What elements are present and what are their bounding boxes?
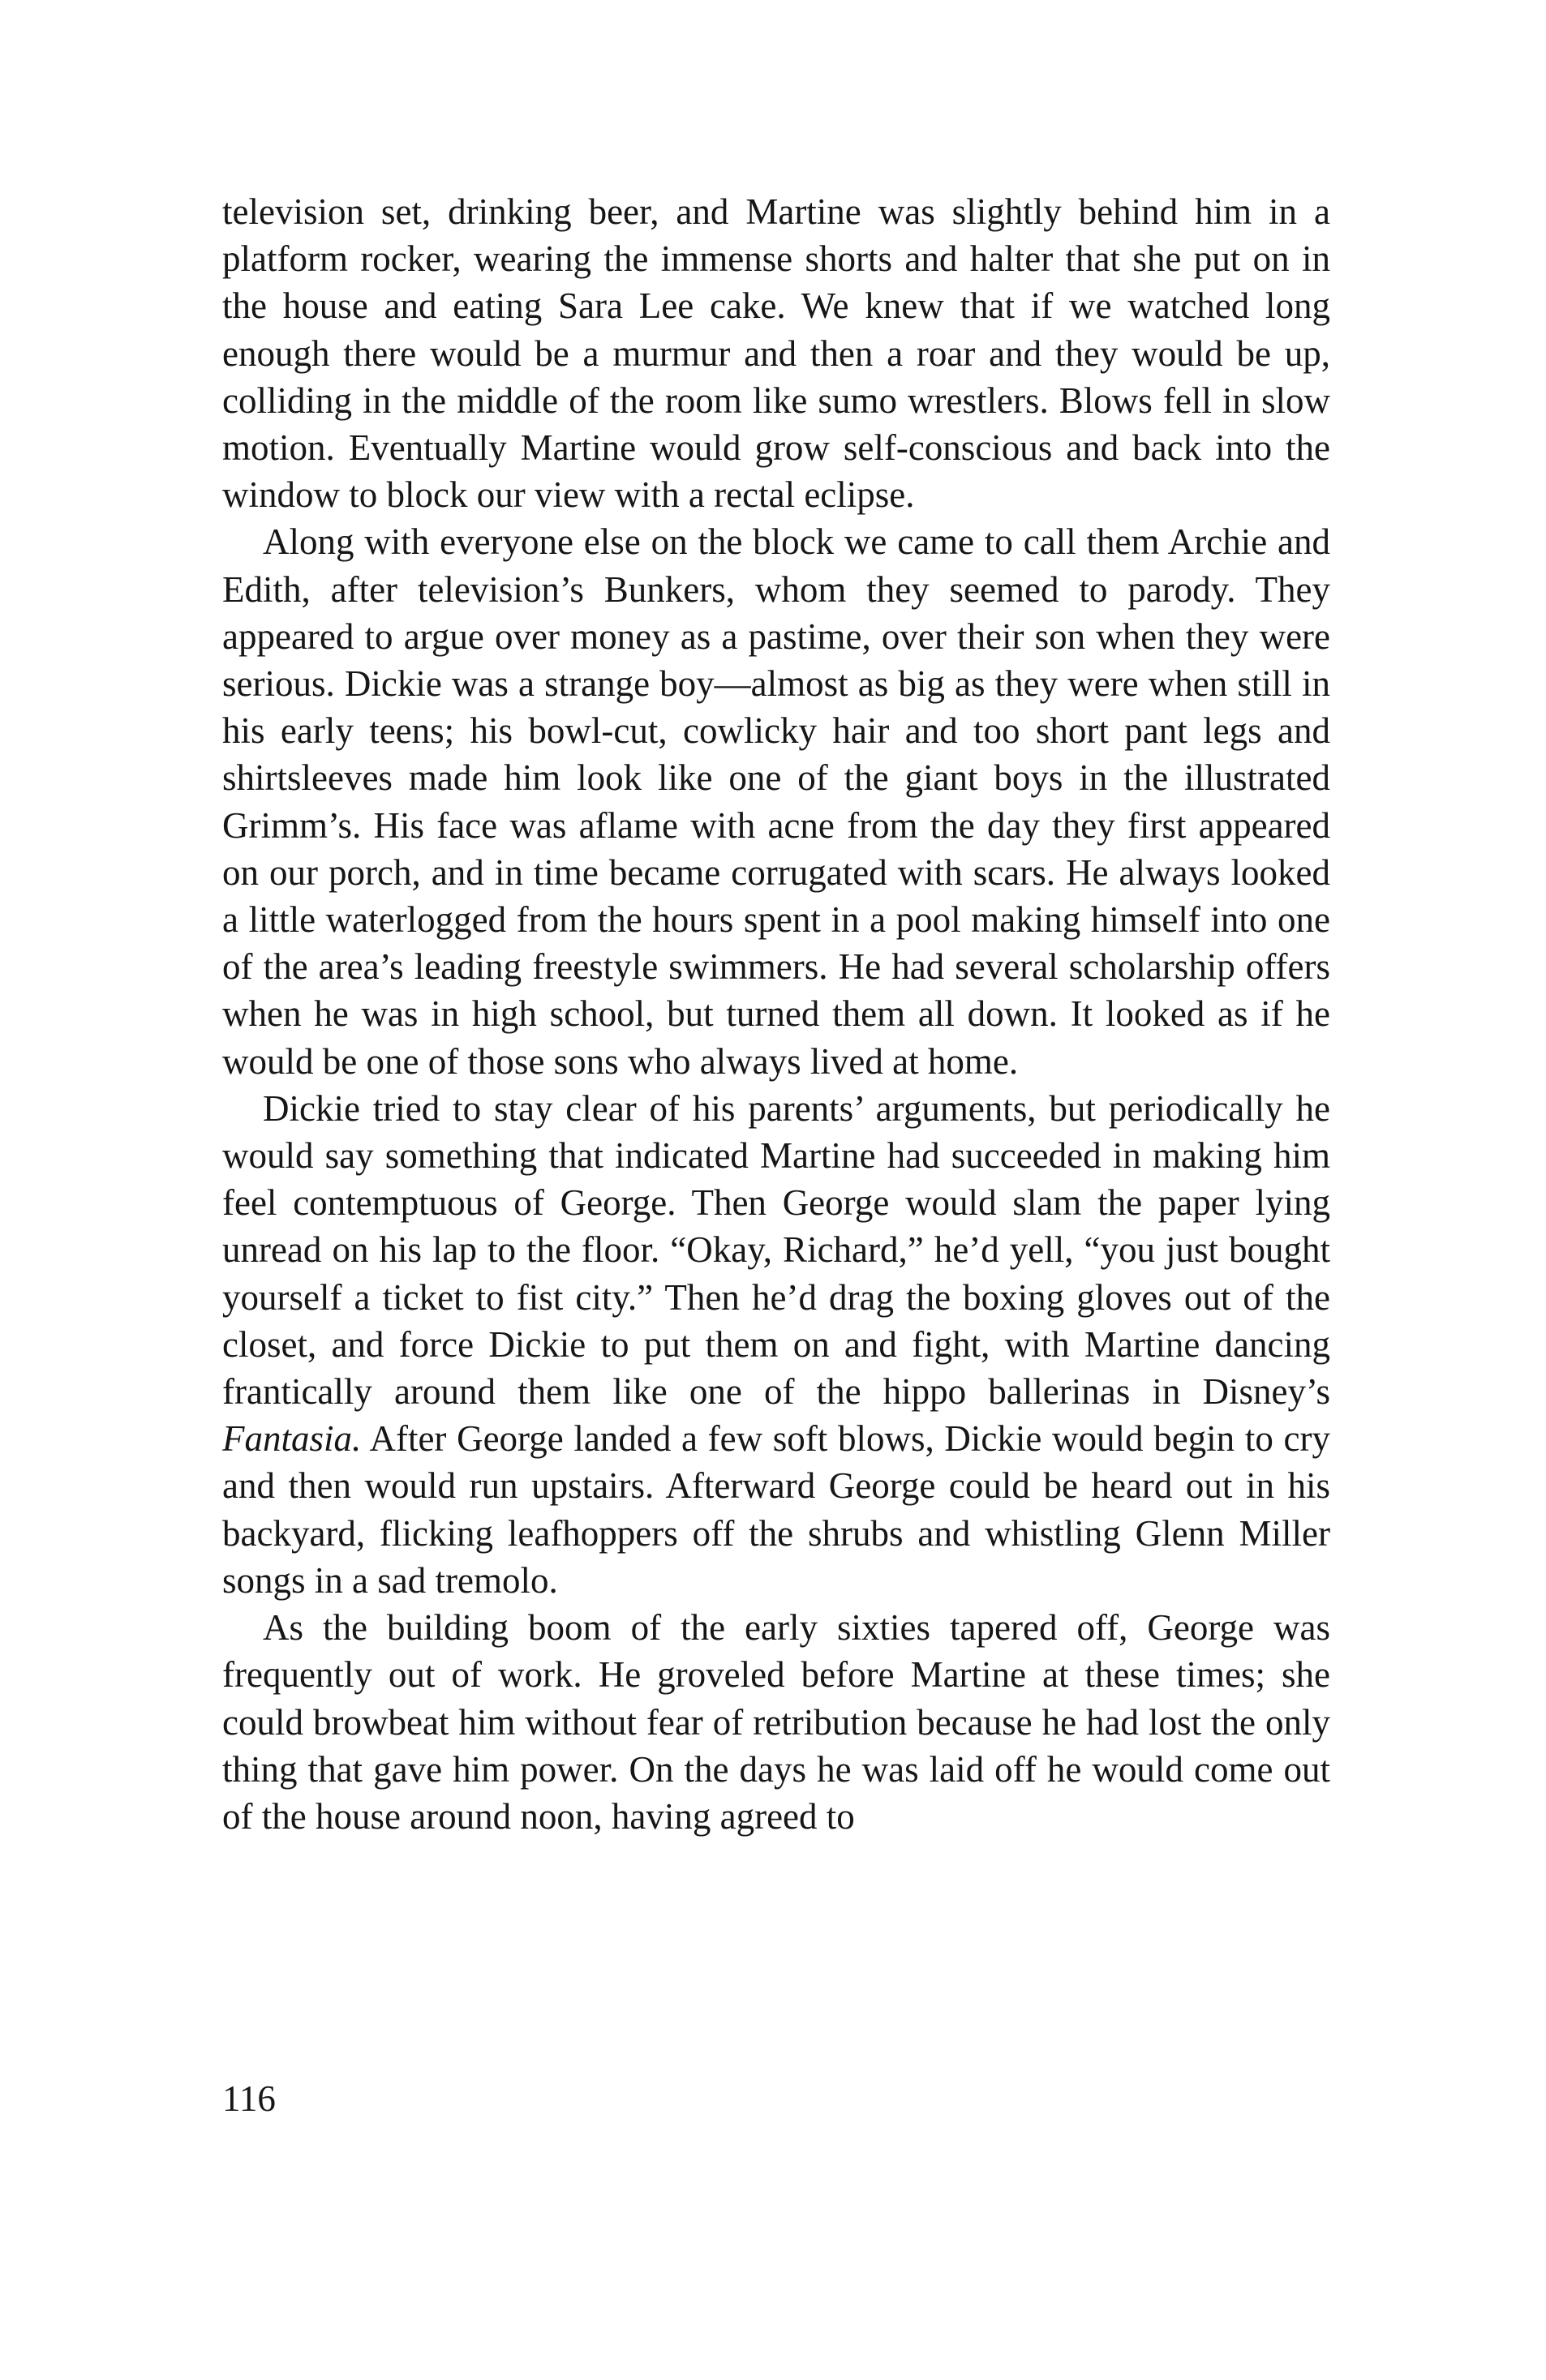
page-number: 116 xyxy=(222,2078,276,2119)
paragraph-1 xyxy=(222,188,1330,518)
paragraph-3-text-a: Dickie tried to stay clear of his parents’ arguments, but periodically he would say something that indicated Martine had succeeded in making him feel contemptuous of George. Then George would slam the paper lying unread on his lap to the floor. “Okay, Richard,” he’d yell, “you just bought yourself a ticket to fist city.” Then he’d drag the boxing gloves out of the closet, and force Dickie to put them on and fight, with Martine dancing frantically around them like one of the hippo ballerinas in Disney’s xyxy=(222,1087,1330,1413)
paragraph-3 xyxy=(222,1085,1330,1604)
paragraph-3-italic-title: Fantasia. xyxy=(222,1418,362,1460)
paragraph-4 xyxy=(222,1604,1330,1840)
paragraph-1-text: television set, drinking beer, and Martine was slightly behind him in a platform rocker, wearing the immense shorts and halter that she put on in the house and eating Sara Lee cake. We knew that if we watched long enough there would be a murmur and then a roar and they would be up, colliding in the middle of the room like sumo wrestlers. Blows fell in slow motion. Eventually Martine would grow self-conscious and back into the window to block our view with a rectal eclipse. xyxy=(222,191,1330,516)
paragraph-4-text: As the building boom of the early sixties tapered off, George was frequently out of work. He groveled before Martine at these times; she could browbeat him without fear of retribution because he had lost the only thing that gave him power. On the days he was laid off he would come out of the house around noon, having agreed to xyxy=(222,1607,1330,1837)
body-text xyxy=(222,188,1330,1840)
paragraph-2-text: Along with everyone else on the block we came to call them Archie and Edith, after television’s Bunkers, whom they seemed to parody. They appeared to argue over money as a pastime, over their son when they were serious. Dickie was a strange boy—almost as big as they were when still in his early teens; his bowl-cut, cowlicky hair and too short pant legs and shirtsleeves made him look like one of the giant boys in the illustrated Grimm’s. His face was aflame with acne from the day they first appeared on our porch, and in time became corrugated with scars. He always looked a little waterlogged from the hours spent in a pool making himself into one of the area’s leading freestyle swimmers. He had several scholarship offers when he was in high school, but turned them all down. It looked as if he would be one of those sons who always lived at home. xyxy=(222,521,1330,1082)
paragraph-3-text-b: After George landed a few soft blows, Dickie would begin to cry and then would run upstairs. Afterward George could be heard out in his backyard, flicking leafhoppers off the shrubs and whistling Glenn Miller songs in a sad tremolo. xyxy=(222,1418,1330,1601)
paragraph-2 xyxy=(222,518,1330,1084)
